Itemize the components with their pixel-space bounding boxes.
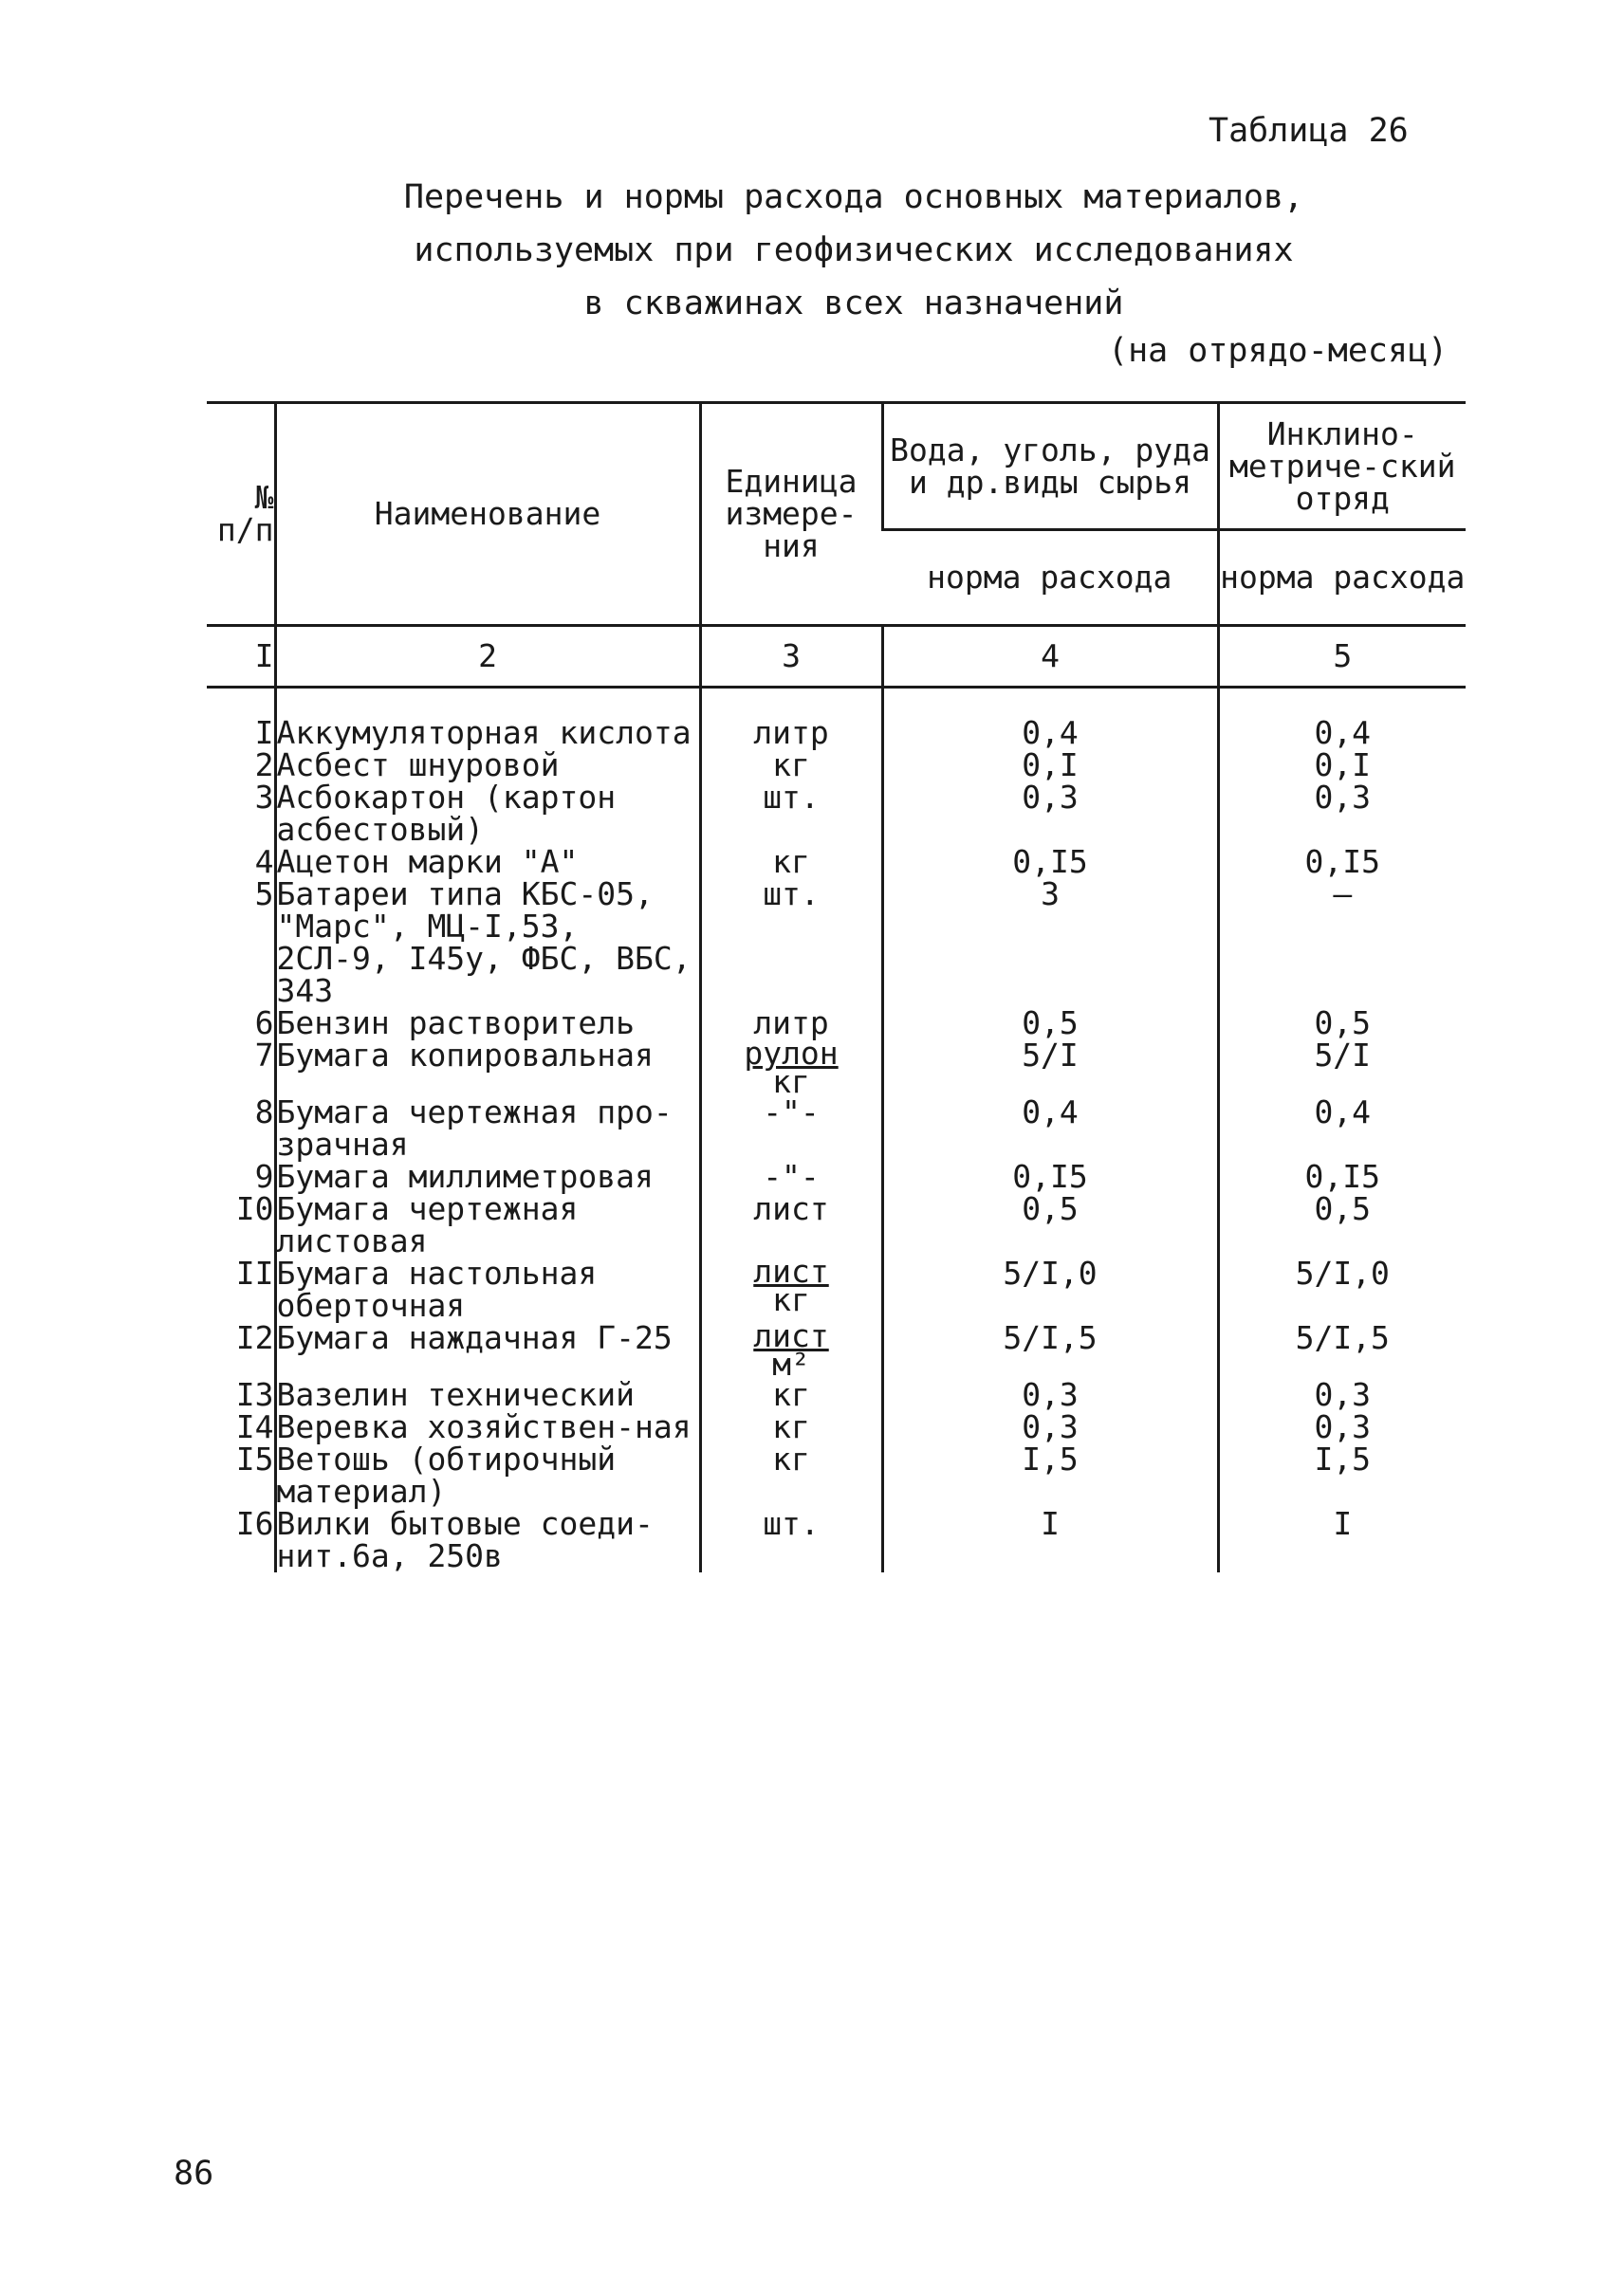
row-unit: -"- bbox=[700, 1096, 882, 1161]
row-name: Бензин растворитель bbox=[275, 1007, 700, 1039]
row-value-col4: 0,4 bbox=[882, 688, 1218, 750]
column-number: 2 bbox=[275, 626, 700, 688]
row-value-col4: 5/I bbox=[882, 1039, 1218, 1096]
row-name: Бумага наждачная Г-25 bbox=[275, 1322, 700, 1379]
row-value-col4: 0,3 bbox=[882, 1411, 1218, 1443]
header-col4-sub: норма расхода bbox=[882, 530, 1218, 626]
row-number: 2 bbox=[254, 746, 274, 783]
table-row bbox=[207, 1258, 1466, 1322]
row-value-col4: 0,5 bbox=[882, 1193, 1218, 1258]
row-number: 5 bbox=[254, 875, 274, 912]
column-number: 4 bbox=[882, 626, 1218, 688]
row-value-col4: 0,3 bbox=[882, 781, 1218, 846]
row-unit: кг bbox=[700, 1411, 882, 1443]
column-number: I bbox=[207, 626, 275, 688]
row-name: Асбокартон (картон асбестовый) bbox=[275, 781, 700, 846]
unit-denominator: кг bbox=[772, 1281, 810, 1318]
table-row bbox=[207, 1443, 1466, 1508]
header-unit: Единица измере-ния bbox=[700, 403, 882, 626]
row-unit: лист bbox=[700, 1193, 882, 1258]
header-num: № п/п bbox=[207, 403, 275, 626]
row-name: Бумага настольная оберточная bbox=[275, 1258, 700, 1322]
row-unit: кг bbox=[700, 846, 882, 878]
row-number: II bbox=[235, 1255, 274, 1292]
row-name: Вилки бытовые соеди-нит.6а, 250в bbox=[275, 1508, 700, 1572]
unit-numerator: лист bbox=[753, 1317, 829, 1354]
row-value-col5: 5/I,0 bbox=[1218, 1258, 1466, 1322]
row-unit: шт. bbox=[700, 781, 882, 846]
row-unit: -"- bbox=[700, 1161, 882, 1193]
table-title bbox=[285, 171, 1423, 330]
row-name: Батареи типа КБС-05, "Марс", МЦ-I,53, 2СЛ-9, I45у, ФБС, ВБС, 343 bbox=[275, 878, 700, 1007]
table-row bbox=[207, 1193, 1466, 1258]
table-row bbox=[207, 1096, 1466, 1161]
table-row bbox=[207, 749, 1466, 781]
table-row bbox=[207, 781, 1466, 846]
row-value-col5: – bbox=[1218, 878, 1466, 1007]
row-unit bbox=[700, 1035, 882, 1100]
row-name: Асбест шнуровой bbox=[275, 749, 700, 781]
row-unit: кг bbox=[700, 1443, 882, 1508]
row-number: I bbox=[254, 714, 274, 751]
table-label: Таблица 26 bbox=[1209, 112, 1409, 150]
row-value-col4: 5/I,0 bbox=[882, 1258, 1218, 1322]
row-value-col5: 5/I bbox=[1218, 1039, 1466, 1096]
row-value-col5: 0,4 bbox=[1218, 1096, 1466, 1161]
row-value-col5: 0,3 bbox=[1218, 1411, 1466, 1443]
row-value-col5: 0,I bbox=[1218, 749, 1466, 781]
row-unit: кг bbox=[700, 749, 882, 781]
row-value-col5: 0,I5 bbox=[1218, 1161, 1466, 1193]
row-name: Бумага копировальная bbox=[275, 1039, 700, 1096]
column-number: 5 bbox=[1218, 626, 1466, 688]
row-value-col4: I bbox=[882, 1508, 1218, 1572]
row-unit: литр bbox=[700, 1007, 882, 1039]
table-row bbox=[207, 1411, 1466, 1443]
table-row bbox=[207, 1161, 1466, 1193]
row-number: I4 bbox=[235, 1408, 274, 1445]
row-value-col5: 0,I5 bbox=[1218, 846, 1466, 878]
table-row bbox=[207, 1379, 1466, 1411]
header-col4: Вода, уголь, руда и др.виды сырья bbox=[882, 403, 1218, 530]
row-number: 8 bbox=[254, 1093, 274, 1130]
unit-denominator: кг bbox=[772, 1063, 810, 1100]
row-unit: шт. bbox=[700, 878, 882, 1007]
row-name: Веревка хозяйствен-ная bbox=[275, 1411, 700, 1443]
row-unit: шт. bbox=[700, 1508, 882, 1572]
table-row bbox=[207, 1039, 1466, 1096]
row-number: 6 bbox=[254, 1004, 274, 1041]
row-unit: литр bbox=[700, 688, 882, 750]
row-name: Бумага миллиметровая bbox=[275, 1161, 700, 1193]
row-number: 7 bbox=[254, 1037, 274, 1074]
unit-numerator: рулон bbox=[744, 1035, 839, 1072]
row-unit: кг bbox=[700, 1379, 882, 1411]
table-row bbox=[207, 1508, 1466, 1572]
table-row bbox=[207, 688, 1466, 750]
page-number: 86 bbox=[174, 2155, 214, 2193]
row-value-col5: 5/I,5 bbox=[1218, 1322, 1466, 1379]
row-number: I3 bbox=[235, 1376, 274, 1413]
header-col5: Инклино-метриче-ский отряд bbox=[1218, 403, 1466, 530]
header-name: Наименование bbox=[275, 403, 700, 626]
row-name: Аккумуляторная кислота bbox=[275, 688, 700, 750]
row-value-col5: 0,5 bbox=[1218, 1193, 1466, 1258]
row-value-col5: 0,3 bbox=[1218, 1379, 1466, 1411]
row-value-col4: 5/I,5 bbox=[882, 1322, 1218, 1379]
row-name: Бумага чертежная листовая bbox=[275, 1193, 700, 1258]
row-value-col4: 0,I5 bbox=[882, 1161, 1218, 1193]
title-line: в скважинах всех назначений bbox=[583, 285, 1124, 322]
row-value-col4: 0,4 bbox=[882, 1096, 1218, 1161]
row-name: Вазелин технический bbox=[275, 1379, 700, 1411]
row-number: 3 bbox=[254, 779, 274, 816]
unit-numerator: лист bbox=[753, 1253, 829, 1290]
row-number: I0 bbox=[235, 1190, 274, 1227]
row-number: 4 bbox=[254, 843, 274, 880]
row-number: I6 bbox=[235, 1505, 274, 1542]
row-value-col5: 0,3 bbox=[1218, 781, 1466, 846]
row-number: I2 bbox=[235, 1319, 274, 1356]
column-number: 3 bbox=[700, 626, 882, 688]
row-number: 9 bbox=[254, 1158, 274, 1195]
row-value-col4: 0,3 bbox=[882, 1379, 1218, 1411]
row-unit bbox=[700, 1253, 882, 1322]
materials-table bbox=[207, 401, 1466, 1572]
row-value-col4: 0,I5 bbox=[882, 846, 1218, 878]
unit-note: (на отрядо-месяц) bbox=[1108, 332, 1449, 370]
header-col5-sub: норма расхода bbox=[1218, 530, 1466, 626]
row-value-col5: I bbox=[1218, 1508, 1466, 1572]
row-number: I5 bbox=[235, 1441, 274, 1478]
unit-denominator: м² bbox=[772, 1346, 810, 1383]
table-body bbox=[207, 688, 1466, 1573]
row-name: Бумага чертежная про-зрачная bbox=[275, 1096, 700, 1161]
row-value-col5: 0,5 bbox=[1218, 1007, 1466, 1039]
table-row bbox=[207, 846, 1466, 878]
row-value-col4: 3 bbox=[882, 878, 1218, 1007]
row-value-col4: I,5 bbox=[882, 1443, 1218, 1508]
table-row bbox=[207, 878, 1466, 1007]
title-line: Перечень и нормы расхода основных материалов, bbox=[403, 178, 1304, 216]
row-value-col5: 0,4 bbox=[1218, 688, 1466, 750]
row-value-col4: 0,I bbox=[882, 749, 1218, 781]
row-name: Ацетон марки "А" bbox=[275, 846, 700, 878]
row-value-col5: I,5 bbox=[1218, 1443, 1466, 1508]
row-value-col4: 0,5 bbox=[882, 1007, 1218, 1039]
title-line: используемых при геофизических исследованиях bbox=[414, 231, 1294, 269]
row-unit bbox=[700, 1317, 882, 1383]
table-row bbox=[207, 1322, 1466, 1379]
row-name: Ветошь (обтирочный материал) bbox=[275, 1443, 700, 1508]
